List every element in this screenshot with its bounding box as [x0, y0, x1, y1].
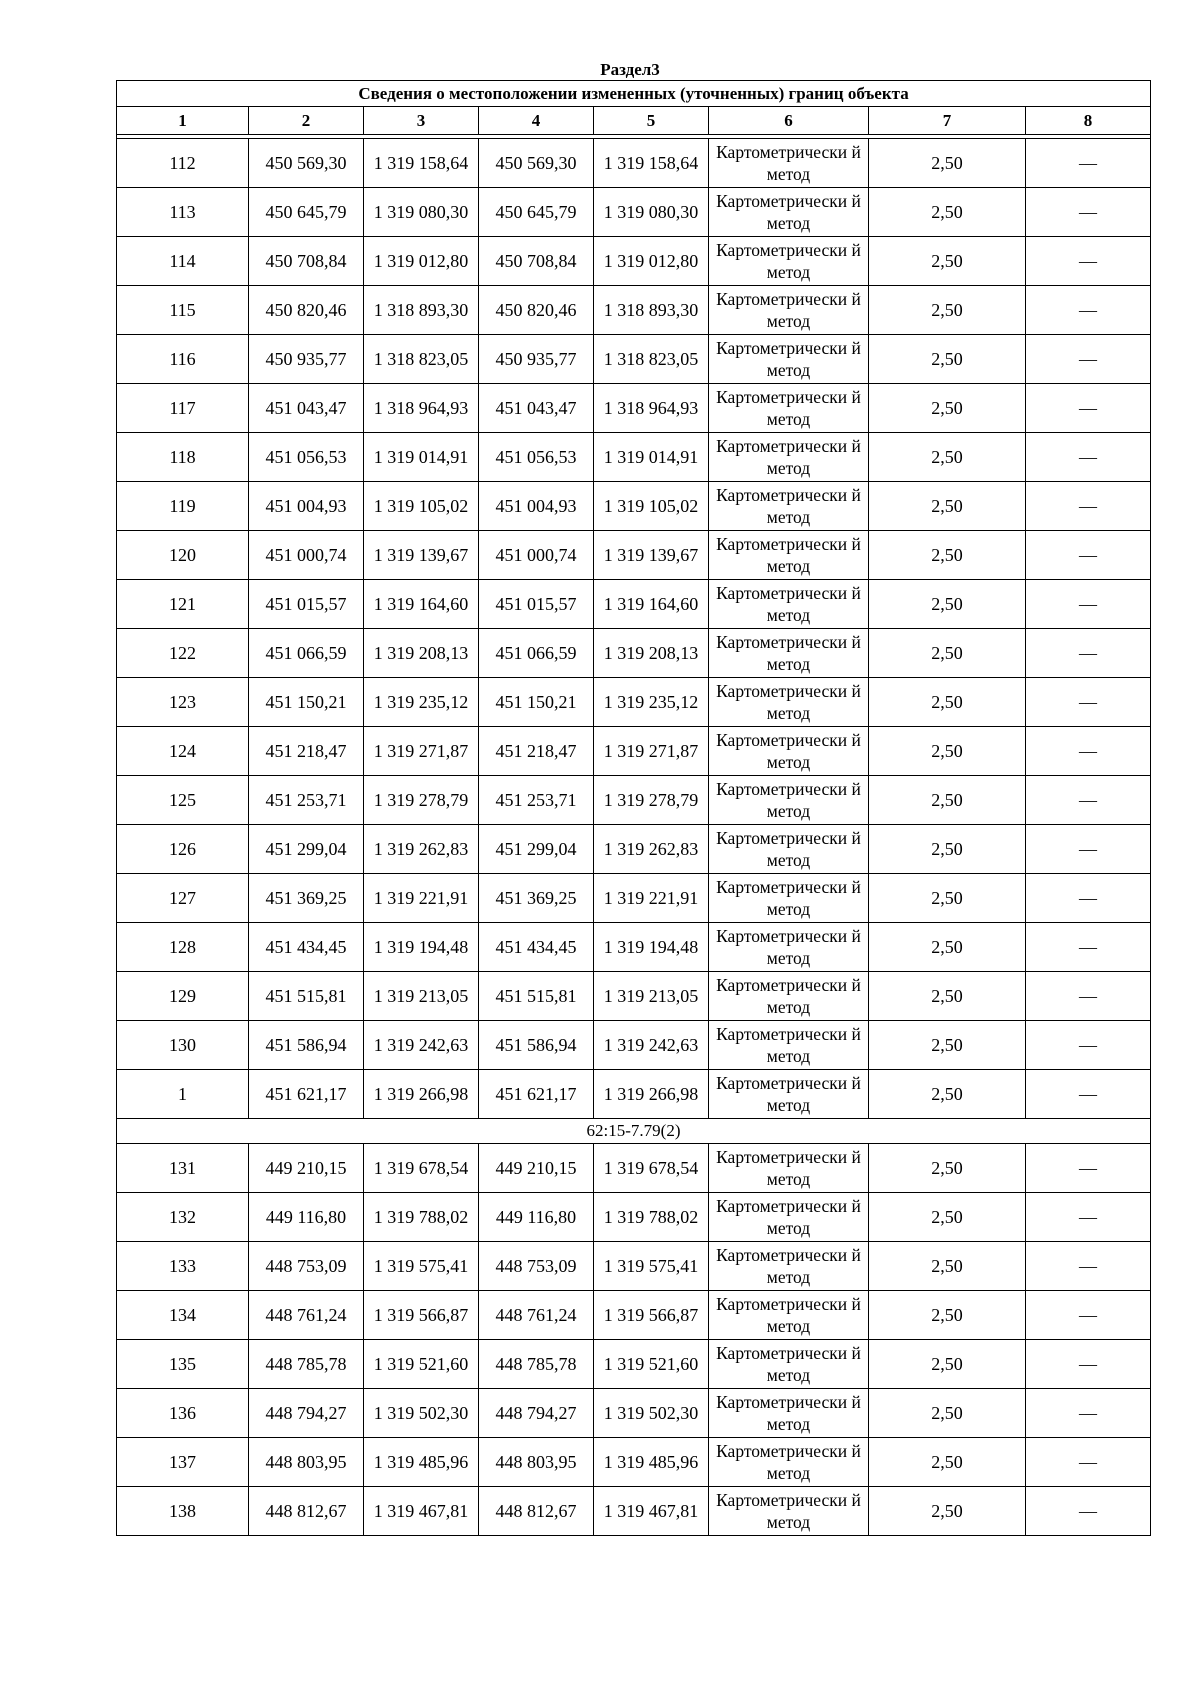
method-cell: Картометрически й метод — [709, 384, 869, 433]
table-row — [117, 776, 1151, 825]
note-cell: — — [1026, 629, 1151, 678]
method-cell: Картометрически й метод — [709, 1438, 869, 1487]
method-cell: Картометрически й метод — [709, 580, 869, 629]
note-cell: — — [1026, 776, 1151, 825]
accuracy-cell: 2,50 — [869, 482, 1026, 531]
y-coordinate-cell: 1 319 521,60 — [364, 1340, 479, 1389]
accuracy-cell: 2,50 — [869, 531, 1026, 580]
column-number: 1 — [117, 107, 249, 135]
column-number: 7 — [869, 107, 1026, 135]
point-number-cell: 122 — [117, 629, 249, 678]
x-coordinate-cell: 451 004,93 — [249, 482, 364, 531]
x-coordinate-cell: 450 569,30 — [249, 139, 364, 188]
x-coordinate-cell: 451 043,47 — [249, 384, 364, 433]
x-coordinate-cell: 448 753,09 — [249, 1242, 364, 1291]
accuracy-cell: 2,50 — [869, 1340, 1026, 1389]
column-number: 6 — [709, 107, 869, 135]
table-row — [117, 1242, 1151, 1291]
x-coordinate-cell: 451 515,81 — [479, 972, 594, 1021]
y-coordinate-cell: 1 319 575,41 — [594, 1242, 709, 1291]
x-coordinate-cell: 450 645,79 — [479, 188, 594, 237]
x-coordinate-cell: 448 794,27 — [479, 1389, 594, 1438]
note-cell: — — [1026, 188, 1151, 237]
accuracy-cell: 2,50 — [869, 139, 1026, 188]
point-number-cell: 135 — [117, 1340, 249, 1389]
x-coordinate-cell: 450 820,46 — [249, 286, 364, 335]
x-coordinate-cell: 449 116,80 — [249, 1193, 364, 1242]
x-coordinate-cell: 448 812,67 — [249, 1487, 364, 1536]
y-coordinate-cell: 1 319 080,30 — [364, 188, 479, 237]
table-row — [117, 188, 1151, 237]
x-coordinate-cell: 450 935,77 — [249, 335, 364, 384]
y-coordinate-cell: 1 319 221,91 — [364, 874, 479, 923]
x-coordinate-cell: 449 210,15 — [249, 1144, 364, 1193]
y-coordinate-cell: 1 319 164,60 — [594, 580, 709, 629]
note-cell: — — [1026, 1144, 1151, 1193]
x-coordinate-cell: 451 015,57 — [249, 580, 364, 629]
accuracy-cell: 2,50 — [869, 825, 1026, 874]
x-coordinate-cell: 451 066,59 — [479, 629, 594, 678]
y-coordinate-cell: 1 318 964,93 — [594, 384, 709, 433]
y-coordinate-cell: 1 319 221,91 — [594, 874, 709, 923]
table-row — [117, 923, 1151, 972]
y-coordinate-cell: 1 319 788,02 — [594, 1193, 709, 1242]
accuracy-cell: 2,50 — [869, 1144, 1026, 1193]
y-coordinate-cell: 1 319 566,87 — [594, 1291, 709, 1340]
accuracy-cell: 2,50 — [869, 580, 1026, 629]
x-coordinate-cell: 451 043,47 — [479, 384, 594, 433]
x-coordinate-cell: 449 210,15 — [479, 1144, 594, 1193]
y-coordinate-cell: 1 318 823,05 — [364, 335, 479, 384]
y-coordinate-cell: 1 319 213,05 — [364, 972, 479, 1021]
note-cell: — — [1026, 1193, 1151, 1242]
table-row — [117, 629, 1151, 678]
method-cell: Картометрически й метод — [709, 1070, 869, 1119]
point-number-cell: 116 — [117, 335, 249, 384]
note-cell: — — [1026, 874, 1151, 923]
y-coordinate-cell: 1 319 262,83 — [364, 825, 479, 874]
table-caption: Сведения о местоположении измененных (уточненных) границ объекта — [117, 81, 1151, 107]
x-coordinate-cell: 449 116,80 — [479, 1193, 594, 1242]
y-coordinate-cell: 1 319 012,80 — [364, 237, 479, 286]
point-number-cell: 127 — [117, 874, 249, 923]
accuracy-cell: 2,50 — [869, 972, 1026, 1021]
method-cell: Картометрически й метод — [709, 1193, 869, 1242]
x-coordinate-cell: 451 150,21 — [249, 678, 364, 727]
point-number-cell: 138 — [117, 1487, 249, 1536]
point-number-cell: 121 — [117, 580, 249, 629]
accuracy-cell: 2,50 — [869, 923, 1026, 972]
y-coordinate-cell: 1 319 158,64 — [594, 139, 709, 188]
y-coordinate-cell: 1 319 278,79 — [364, 776, 479, 825]
y-coordinate-cell: 1 319 194,48 — [594, 923, 709, 972]
note-cell: — — [1026, 1389, 1151, 1438]
note-cell: — — [1026, 972, 1151, 1021]
column-number-row — [117, 107, 1151, 135]
table-row — [117, 433, 1151, 482]
method-cell: Картометрически й метод — [709, 727, 869, 776]
column-number: 5 — [594, 107, 709, 135]
group-label: 62:15-7.79(2) — [117, 1119, 1151, 1144]
y-coordinate-cell: 1 319 467,81 — [364, 1487, 479, 1536]
method-cell: Картометрически й метод — [709, 1487, 869, 1536]
x-coordinate-cell: 451 066,59 — [249, 629, 364, 678]
table-row — [117, 482, 1151, 531]
note-cell: — — [1026, 1021, 1151, 1070]
x-coordinate-cell: 448 761,24 — [249, 1291, 364, 1340]
y-coordinate-cell: 1 319 678,54 — [364, 1144, 479, 1193]
method-cell: Картометрически й метод — [709, 237, 869, 286]
y-coordinate-cell: 1 319 194,48 — [364, 923, 479, 972]
point-number-cell: 136 — [117, 1389, 249, 1438]
y-coordinate-cell: 1 319 105,02 — [364, 482, 479, 531]
x-coordinate-cell: 451 621,17 — [479, 1070, 594, 1119]
accuracy-cell: 2,50 — [869, 237, 1026, 286]
x-coordinate-cell: 451 253,71 — [479, 776, 594, 825]
table-body-part2 — [117, 1144, 1151, 1536]
point-number-cell: 126 — [117, 825, 249, 874]
point-number-cell: 132 — [117, 1193, 249, 1242]
method-cell: Картометрически й метод — [709, 335, 869, 384]
table-row — [117, 1070, 1151, 1119]
point-number-cell: 131 — [117, 1144, 249, 1193]
x-coordinate-cell: 451 218,47 — [249, 727, 364, 776]
table-row — [117, 1144, 1151, 1193]
table-row — [117, 1291, 1151, 1340]
y-coordinate-cell: 1 319 485,96 — [594, 1438, 709, 1487]
y-coordinate-cell: 1 319 521,60 — [594, 1340, 709, 1389]
x-coordinate-cell: 451 586,94 — [249, 1021, 364, 1070]
note-cell: — — [1026, 1291, 1151, 1340]
y-coordinate-cell: 1 319 080,30 — [594, 188, 709, 237]
note-cell: — — [1026, 482, 1151, 531]
y-coordinate-cell: 1 319 502,30 — [364, 1389, 479, 1438]
point-number-cell: 114 — [117, 237, 249, 286]
y-coordinate-cell: 1 319 139,67 — [594, 531, 709, 580]
method-cell: Картометрически й метод — [709, 678, 869, 727]
method-cell: Картометрически й метод — [709, 286, 869, 335]
group-header — [117, 1119, 1151, 1144]
y-coordinate-cell: 1 319 139,67 — [364, 531, 479, 580]
accuracy-cell: 2,50 — [869, 1242, 1026, 1291]
x-coordinate-cell: 450 820,46 — [479, 286, 594, 335]
point-number-cell: 1 — [117, 1070, 249, 1119]
method-cell: Картометрически й метод — [709, 1144, 869, 1193]
x-coordinate-cell: 451 434,45 — [479, 923, 594, 972]
y-coordinate-cell: 1 319 266,98 — [594, 1070, 709, 1119]
x-coordinate-cell: 451 056,53 — [479, 433, 594, 482]
y-coordinate-cell: 1 319 242,63 — [364, 1021, 479, 1070]
y-coordinate-cell: 1 319 271,87 — [594, 727, 709, 776]
accuracy-cell: 2,50 — [869, 629, 1026, 678]
x-coordinate-cell: 451 253,71 — [249, 776, 364, 825]
table-row — [117, 727, 1151, 776]
accuracy-cell: 2,50 — [869, 1438, 1026, 1487]
table-row — [117, 1487, 1151, 1536]
note-cell: — — [1026, 335, 1151, 384]
y-coordinate-cell: 1 319 262,83 — [594, 825, 709, 874]
accuracy-cell: 2,50 — [869, 335, 1026, 384]
method-cell: Картометрически й метод — [709, 776, 869, 825]
point-number-cell: 133 — [117, 1242, 249, 1291]
x-coordinate-cell: 451 299,04 — [249, 825, 364, 874]
point-number-cell: 128 — [117, 923, 249, 972]
accuracy-cell: 2,50 — [869, 1487, 1026, 1536]
note-cell: — — [1026, 1438, 1151, 1487]
table-row — [117, 286, 1151, 335]
y-coordinate-cell: 1 319 467,81 — [594, 1487, 709, 1536]
x-coordinate-cell: 448 753,09 — [479, 1242, 594, 1291]
y-coordinate-cell: 1 319 014,91 — [364, 433, 479, 482]
column-number: 2 — [249, 107, 364, 135]
point-number-cell: 129 — [117, 972, 249, 1021]
y-coordinate-cell: 1 319 678,54 — [594, 1144, 709, 1193]
x-coordinate-cell: 451 586,94 — [479, 1021, 594, 1070]
y-coordinate-cell: 1 319 575,41 — [364, 1242, 479, 1291]
boundary-coordinates-table — [116, 80, 1151, 1536]
accuracy-cell: 2,50 — [869, 1389, 1026, 1438]
table-body-part1 — [117, 139, 1151, 1119]
note-cell: — — [1026, 580, 1151, 629]
y-coordinate-cell: 1 319 242,63 — [594, 1021, 709, 1070]
accuracy-cell: 2,50 — [869, 1193, 1026, 1242]
column-number: 3 — [364, 107, 479, 135]
accuracy-cell: 2,50 — [869, 727, 1026, 776]
x-coordinate-cell: 451 150,21 — [479, 678, 594, 727]
x-coordinate-cell: 451 299,04 — [479, 825, 594, 874]
x-coordinate-cell: 450 569,30 — [479, 139, 594, 188]
y-coordinate-cell: 1 319 014,91 — [594, 433, 709, 482]
y-coordinate-cell: 1 319 213,05 — [594, 972, 709, 1021]
y-coordinate-cell: 1 318 964,93 — [364, 384, 479, 433]
note-cell: — — [1026, 727, 1151, 776]
method-cell: Картометрически й метод — [709, 972, 869, 1021]
y-coordinate-cell: 1 318 823,05 — [594, 335, 709, 384]
point-number-cell: 124 — [117, 727, 249, 776]
table-row — [117, 972, 1151, 1021]
point-number-cell: 112 — [117, 139, 249, 188]
point-number-cell: 117 — [117, 384, 249, 433]
x-coordinate-cell: 451 621,17 — [249, 1070, 364, 1119]
x-coordinate-cell: 451 000,74 — [249, 531, 364, 580]
x-coordinate-cell: 451 218,47 — [479, 727, 594, 776]
x-coordinate-cell: 451 434,45 — [249, 923, 364, 972]
table-row — [117, 1340, 1151, 1389]
table-caption-row — [117, 81, 1151, 107]
accuracy-cell: 2,50 — [869, 384, 1026, 433]
note-cell: — — [1026, 139, 1151, 188]
x-coordinate-cell: 451 015,57 — [479, 580, 594, 629]
x-coordinate-cell: 451 004,93 — [479, 482, 594, 531]
x-coordinate-cell: 448 803,95 — [479, 1438, 594, 1487]
point-number-cell: 137 — [117, 1438, 249, 1487]
table-row — [117, 1193, 1151, 1242]
y-coordinate-cell: 1 319 485,96 — [364, 1438, 479, 1487]
note-cell: — — [1026, 384, 1151, 433]
x-coordinate-cell: 448 761,24 — [479, 1291, 594, 1340]
table-row — [117, 1438, 1151, 1487]
accuracy-cell: 2,50 — [869, 433, 1026, 482]
y-coordinate-cell: 1 319 235,12 — [364, 678, 479, 727]
y-coordinate-cell: 1 319 266,98 — [364, 1070, 479, 1119]
method-cell: Картометрически й метод — [709, 1340, 869, 1389]
note-cell: — — [1026, 286, 1151, 335]
x-coordinate-cell: 451 369,25 — [479, 874, 594, 923]
y-coordinate-cell: 1 319 788,02 — [364, 1193, 479, 1242]
y-coordinate-cell: 1 318 893,30 — [364, 286, 479, 335]
accuracy-cell: 2,50 — [869, 1291, 1026, 1340]
x-coordinate-cell: 451 056,53 — [249, 433, 364, 482]
method-cell: Картометрически й метод — [709, 482, 869, 531]
method-cell: Картометрически й метод — [709, 923, 869, 972]
accuracy-cell: 2,50 — [869, 678, 1026, 727]
x-coordinate-cell: 450 708,84 — [479, 237, 594, 286]
y-coordinate-cell: 1 319 278,79 — [594, 776, 709, 825]
method-cell: Картометрически й метод — [709, 139, 869, 188]
note-cell: — — [1026, 678, 1151, 727]
accuracy-cell: 2,50 — [869, 874, 1026, 923]
x-coordinate-cell: 450 708,84 — [249, 237, 364, 286]
method-cell: Картометрически й метод — [709, 629, 869, 678]
table-row — [117, 237, 1151, 286]
y-coordinate-cell: 1 319 235,12 — [594, 678, 709, 727]
x-coordinate-cell: 448 812,67 — [479, 1487, 594, 1536]
x-coordinate-cell: 451 369,25 — [249, 874, 364, 923]
method-cell: Картометрически й метод — [709, 188, 869, 237]
y-coordinate-cell: 1 319 566,87 — [364, 1291, 479, 1340]
method-cell: Картометрически й метод — [709, 433, 869, 482]
table-row — [117, 531, 1151, 580]
point-number-cell: 120 — [117, 531, 249, 580]
point-number-cell: 115 — [117, 286, 249, 335]
note-cell: — — [1026, 433, 1151, 482]
y-coordinate-cell: 1 318 893,30 — [594, 286, 709, 335]
table-row — [117, 384, 1151, 433]
point-number-cell: 130 — [117, 1021, 249, 1070]
point-number-cell: 125 — [117, 776, 249, 825]
note-cell: — — [1026, 923, 1151, 972]
column-number: 8 — [1026, 107, 1151, 135]
x-coordinate-cell: 450 935,77 — [479, 335, 594, 384]
table-row — [117, 139, 1151, 188]
note-cell: — — [1026, 237, 1151, 286]
note-cell: — — [1026, 1242, 1151, 1291]
accuracy-cell: 2,50 — [869, 188, 1026, 237]
x-coordinate-cell: 448 794,27 — [249, 1389, 364, 1438]
x-coordinate-cell: 448 785,78 — [249, 1340, 364, 1389]
point-number-cell: 123 — [117, 678, 249, 727]
note-cell: — — [1026, 531, 1151, 580]
method-cell: Картометрически й метод — [709, 1291, 869, 1340]
point-number-cell: 113 — [117, 188, 249, 237]
note-cell: — — [1026, 1340, 1151, 1389]
section-title: Раздел3 — [600, 60, 660, 79]
table-row — [117, 580, 1151, 629]
point-number-cell: 119 — [117, 482, 249, 531]
x-coordinate-cell: 448 785,78 — [479, 1340, 594, 1389]
y-coordinate-cell: 1 319 502,30 — [594, 1389, 709, 1438]
y-coordinate-cell: 1 319 164,60 — [364, 580, 479, 629]
note-cell: — — [1026, 825, 1151, 874]
y-coordinate-cell: 1 319 105,02 — [594, 482, 709, 531]
point-number-cell: 134 — [117, 1291, 249, 1340]
note-cell: — — [1026, 1487, 1151, 1536]
method-cell: Картометрически й метод — [709, 874, 869, 923]
y-coordinate-cell: 1 319 271,87 — [364, 727, 479, 776]
x-coordinate-cell: 451 515,81 — [249, 972, 364, 1021]
method-cell: Картометрически й метод — [709, 531, 869, 580]
y-coordinate-cell: 1 319 208,13 — [364, 629, 479, 678]
point-number-cell: 118 — [117, 433, 249, 482]
method-cell: Картометрически й метод — [709, 1389, 869, 1438]
y-coordinate-cell: 1 319 158,64 — [364, 139, 479, 188]
accuracy-cell: 2,50 — [869, 776, 1026, 825]
accuracy-cell: 2,50 — [869, 1021, 1026, 1070]
table-row — [117, 1021, 1151, 1070]
accuracy-cell: 2,50 — [869, 286, 1026, 335]
table-row — [117, 678, 1151, 727]
method-cell: Картометрически й метод — [709, 1021, 869, 1070]
x-coordinate-cell: 448 803,95 — [249, 1438, 364, 1487]
accuracy-cell: 2,50 — [869, 1070, 1026, 1119]
table-row — [117, 874, 1151, 923]
x-coordinate-cell: 451 000,74 — [479, 531, 594, 580]
y-coordinate-cell: 1 319 012,80 — [594, 237, 709, 286]
column-number: 4 — [479, 107, 594, 135]
y-coordinate-cell: 1 319 208,13 — [594, 629, 709, 678]
table-row — [117, 825, 1151, 874]
table-row — [117, 335, 1151, 384]
method-cell: Картометрически й метод — [709, 1242, 869, 1291]
table-row — [117, 1389, 1151, 1438]
method-cell: Картометрически й метод — [709, 825, 869, 874]
x-coordinate-cell: 450 645,79 — [249, 188, 364, 237]
group-row — [117, 1119, 1151, 1144]
note-cell: — — [1026, 1070, 1151, 1119]
